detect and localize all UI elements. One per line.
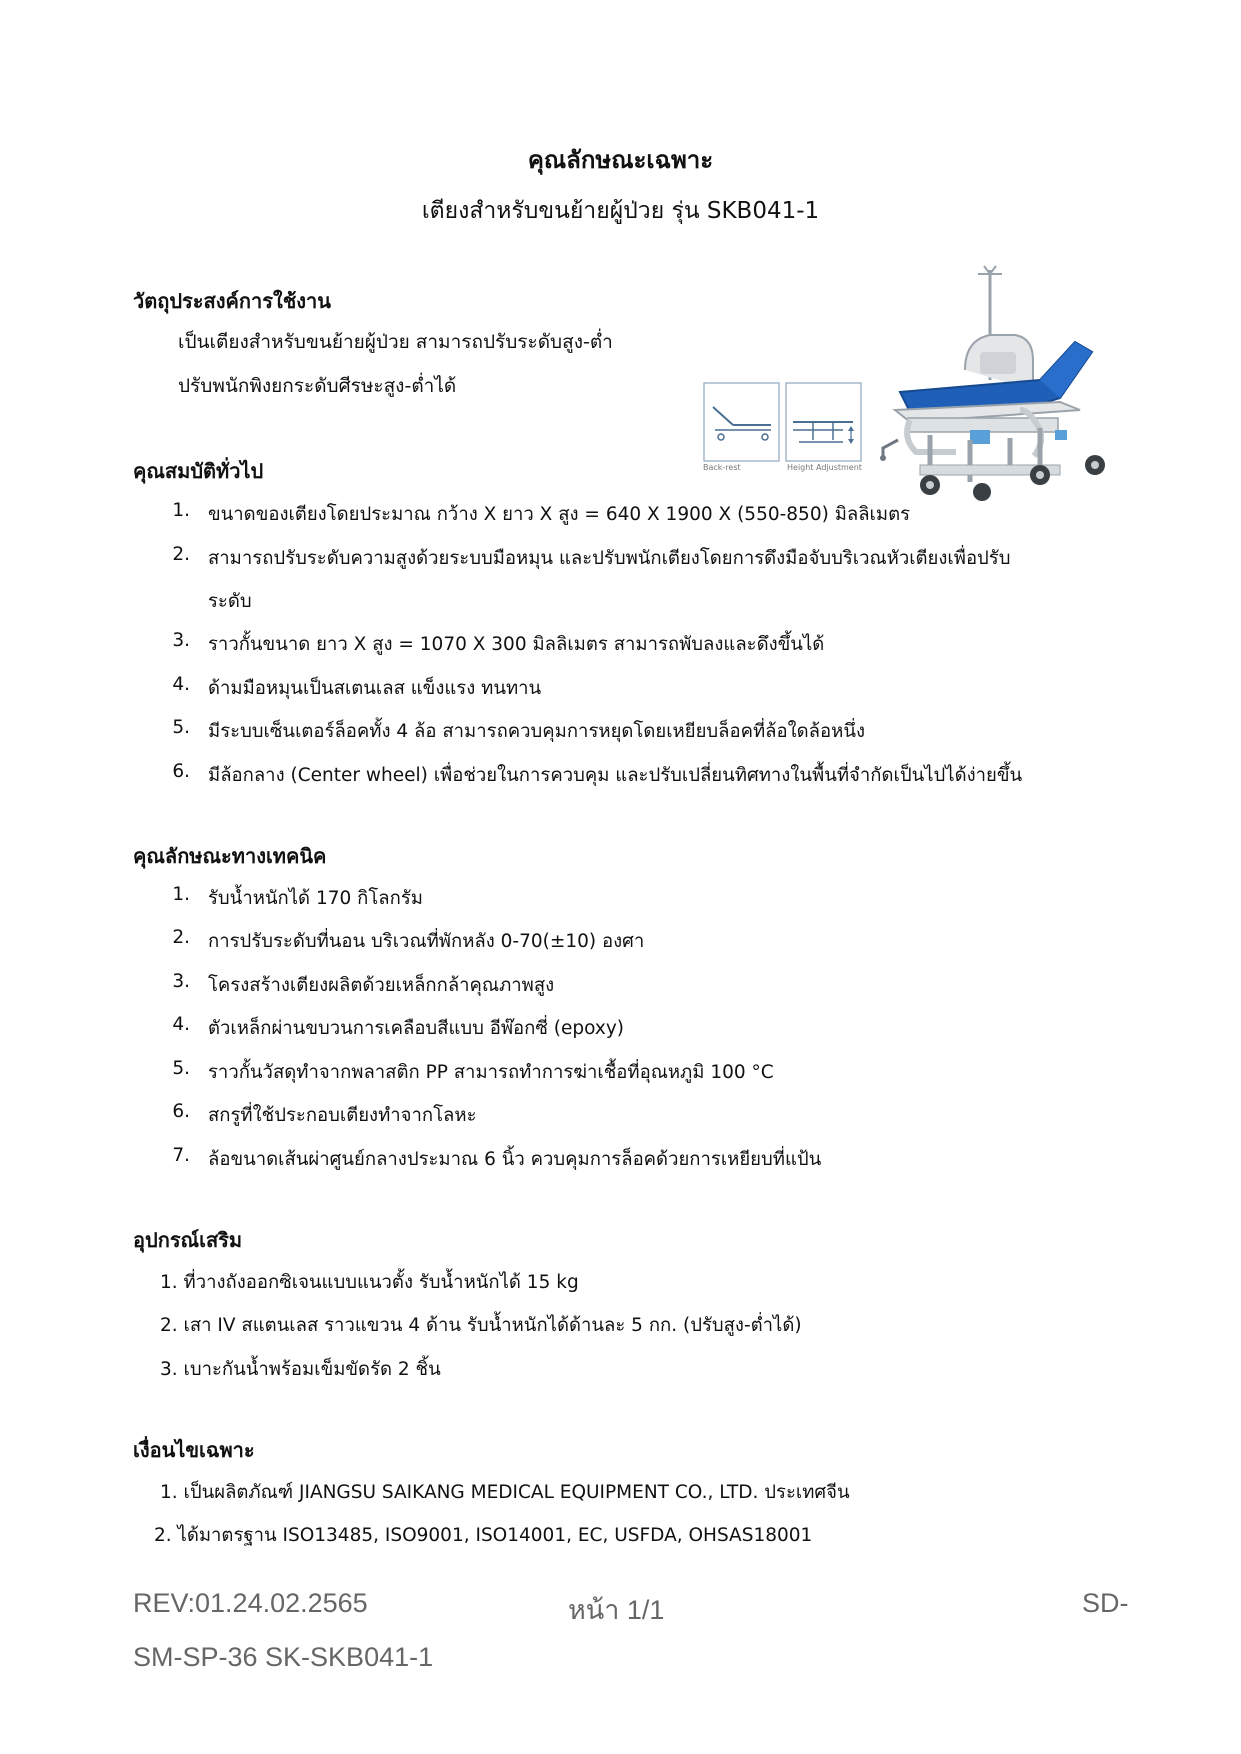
general-item-number: 6. <box>172 761 190 782</box>
general-item-continuation: ระดับ <box>208 591 252 612</box>
document-code-part-1: SD- <box>1082 1588 1129 1618</box>
technical-item-number: 1. <box>172 884 190 905</box>
technical-item-number: 3. <box>172 971 190 992</box>
purpose-line-2: ปรับพนักพิงยกระดับศีรษะสูง-ต่ำได้ <box>178 375 457 397</box>
general-item-text: ด้ามมือหมุนเป็นสเตนเลส แข็งแรง ทนทาน <box>208 678 542 699</box>
general-item-number: 4. <box>172 674 190 695</box>
document-title: คุณลักษณะเฉพาะ <box>527 146 714 174</box>
technical-item-number: 7. <box>172 1145 190 1166</box>
adjustment-diagram <box>703 382 863 478</box>
technical-heading: คุณลักษณะทางเทคนิค <box>133 844 327 868</box>
document-subtitle: เตียงสำหรับขนย้ายผู้ป่วย รุ่น SKB041-1 <box>421 198 820 224</box>
backrest-label: Back-rest <box>703 463 741 472</box>
general-item-number: 2. <box>172 544 190 565</box>
general-item-text: ราวกั้นขนาด ยาว X สูง = 1070 X 300 มิลลิเมตร สามารถพับลงและดึงขึ้นได้ <box>208 634 825 655</box>
technical-item-number: 4. <box>172 1014 190 1035</box>
general-item-text: มีระบบเซ็นเตอร์ล็อคทั้ง 4 ล้อ สามารถควบคุมการหยุดโดยเหยียบล็อคที่ล้อใดล้อหนึ่ง <box>208 721 865 742</box>
technical-item-text: สกรูที่ใช้ประกอบเตียงทำจากโลหะ <box>208 1105 477 1126</box>
technical-item-text: รับน้ำหนักได้ 170 กิโลกรัม <box>208 888 423 909</box>
technical-item-text: ราวกั้นวัสดุทำจากพลาสติก PP สามารถทำการฆ่าเชื้อที่อุณหภูมิ 100 °C <box>208 1062 774 1083</box>
condition-item: 1. เป็นผลิตภัณฑ์ JIANGSU SAIKANG MEDICAL EQUIPMENT CO., LTD. ประเทศจีน <box>160 1482 850 1503</box>
stretcher-image <box>870 260 1170 510</box>
general-item-number: 3. <box>172 630 190 651</box>
technical-item-text: ล้อขนาดเส้นผ่าศูนย์กลางประมาณ 6 นิ้ว ควบคุมการล็อคด้วยการเหยียบที่แป้น <box>208 1149 822 1170</box>
conditions-heading: เงื่อนไขเฉพาะ <box>133 1438 255 1462</box>
technical-item-number: 6. <box>172 1101 190 1122</box>
page-number: หน้า 1/1 <box>568 1595 665 1625</box>
general-item-text: ขนาดของเตียงโดยประมาณ กว้าง X ยาว X สูง = 640 X 1900 X (550-850) มิลลิเมตร <box>208 504 911 525</box>
technical-item-text: โครงสร้างเตียงผลิตด้วยเหล็กกล้าคุณภาพสูง <box>208 975 555 996</box>
purpose-line-1: เป็นเตียงสำหรับขนย้ายผู้ป่วย สามารถปรับระดับสูง-ต่ำ <box>178 331 613 353</box>
general-item-text: สามารถปรับระดับความสูงด้วยระบบมือหมุน และปรับพนักเตียงโดยการดึงมือจับบริเวณหัวเตียงเพื่อปรับ <box>208 548 1011 569</box>
accessory-item: 2. เสา IV สแตนเลส ราวแขวน 4 ด้าน รับน้ำหนักได้ด้านละ 5 กก. (ปรับสูง-ต่ำได้) <box>160 1315 802 1336</box>
technical-item-number: 2. <box>172 927 190 948</box>
revision-code: REV:01.24.02.2565 <box>133 1588 368 1618</box>
technical-item-number: 5. <box>172 1058 190 1079</box>
technical-item-text: การปรับระดับที่นอน บริเวณที่พักหลัง 0-70(±10) องศา <box>208 931 645 952</box>
height-adjustment-label: Height Adjustment <box>787 463 862 472</box>
accessory-item: 1. ที่วางถังออกซิเจนแบบแนวตั้ง รับน้ำหนักได้ 15 kg <box>160 1272 579 1293</box>
condition-item: 2. ได้มาตรฐาน ISO13485, ISO9001, ISO14001, EC, USFDA, OHSAS18001 <box>154 1525 813 1546</box>
technical-item-text: ตัวเหล็กผ่านขบวนการเคลือบสีแบบ อีพ๊อกซี่ (epoxy) <box>208 1018 625 1039</box>
general-item-number: 1. <box>172 500 190 521</box>
purpose-heading: วัตถุประสงค์การใช้งาน <box>133 289 331 313</box>
document-code-part-2: SM-SP-36 SK-SKB041-1 <box>133 1642 434 1672</box>
accessories-heading: อุปกรณ์เสริม <box>133 1228 243 1252</box>
accessory-item: 3. เบาะกันน้ำพร้อมเข็มขัดรัด 2 ชิ้น <box>160 1359 441 1380</box>
general-heading: คุณสมบัติทั่วไป <box>133 459 264 483</box>
general-item-number: 5. <box>172 717 190 738</box>
general-item-text: มีล้อกลาง (Center wheel) เพื่อช่วยในการควบคุม และปรับเปลี่ยนทิศทางในพื้นที่จำกัดเป็นไปได้ง่ายขึ้น <box>208 765 1023 786</box>
